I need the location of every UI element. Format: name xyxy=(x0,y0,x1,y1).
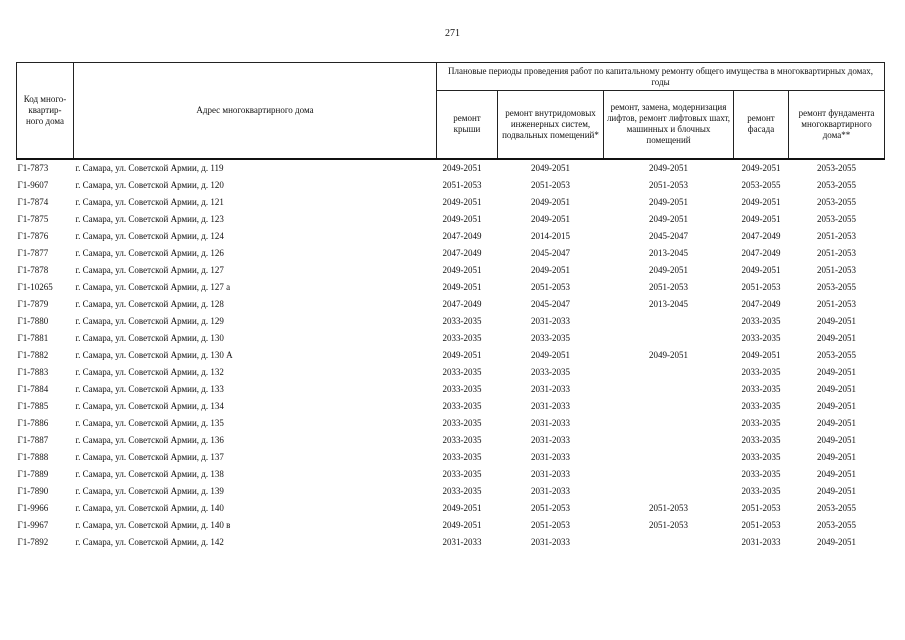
cell-facade: 2033-2035 xyxy=(741,434,781,445)
table-row xyxy=(17,262,885,279)
cell-lifts: 2049-2051 xyxy=(649,349,688,360)
table-row xyxy=(17,194,885,211)
table-body xyxy=(17,159,885,551)
cell-facade: 2051-2053 xyxy=(741,519,781,530)
table-header xyxy=(17,63,885,159)
cell-foundation: 2053-2055 xyxy=(817,519,856,530)
cell-code: Г1-9607 xyxy=(17,179,49,190)
table-row xyxy=(17,228,885,245)
table-row xyxy=(17,517,885,534)
cell-address: г. Самара, ул. Советской Армии, д. 133 xyxy=(75,383,224,394)
cell-facade: 2033-2035 xyxy=(741,417,781,428)
cell-foundation: 2049-2051 xyxy=(817,468,856,479)
cell-facade: 2033-2035 xyxy=(741,315,781,326)
cell-facade: 2033-2035 xyxy=(741,332,781,343)
cell-address: г. Самара, ул. Советской Армии, д. 137 xyxy=(75,451,224,462)
table-row xyxy=(17,500,885,517)
table-row xyxy=(17,211,885,228)
cell-utilities: 2049-2051 xyxy=(531,162,570,173)
cell-address: г. Самара, ул. Советской Армии, д. 140 xyxy=(75,502,224,513)
cell-roof: 2033-2035 xyxy=(442,417,482,428)
cell-address: г. Самара, ул. Советской Армии, д. 120 xyxy=(75,179,224,190)
cell-utilities: 2051-2053 xyxy=(531,502,570,513)
cell-code: Г1-7873 xyxy=(17,162,49,173)
cell-utilities: 2049-2051 xyxy=(531,349,570,360)
cell-foundation: 2053-2055 xyxy=(817,502,856,513)
cell-foundation: 2053-2055 xyxy=(817,213,856,224)
cell-facade: 2047-2049 xyxy=(741,230,781,241)
cell-address: г. Самара, ул. Советской Армии, д. 123 xyxy=(75,213,224,224)
cell-roof: 2033-2035 xyxy=(442,485,482,496)
cell-code: Г1-9967 xyxy=(17,519,49,530)
cell-address: г. Самара, ул. Советской Армии, д. 126 xyxy=(75,247,224,258)
cell-utilities: 2031-2033 xyxy=(531,485,570,496)
cell-code: Г1-7881 xyxy=(17,332,49,343)
table-row xyxy=(17,364,885,381)
table-row xyxy=(17,347,885,364)
cell-foundation: 2049-2051 xyxy=(817,400,856,411)
table-row xyxy=(17,432,885,449)
cell-utilities: 2014-2015 xyxy=(531,230,570,241)
header-utilities: ремонт внутридомовых инженерных систем, подвальных помещений* xyxy=(498,91,604,159)
cell-foundation: 2049-2051 xyxy=(817,383,856,394)
cell-code: Г1-7885 xyxy=(17,400,49,411)
cell-facade: 2051-2053 xyxy=(741,502,781,513)
cell-lifts: 2049-2051 xyxy=(649,196,688,207)
cell-roof: 2033-2035 xyxy=(442,366,482,377)
cell-foundation: 2053-2055 xyxy=(817,349,856,360)
table-row xyxy=(17,245,885,262)
cell-utilities: 2031-2033 xyxy=(531,400,570,411)
cell-code: Г1-7889 xyxy=(17,468,49,479)
cell-facade: 2031-2033 xyxy=(741,536,781,547)
cell-foundation: 2049-2051 xyxy=(817,332,856,343)
cell-facade: 2051-2053 xyxy=(741,281,781,292)
cell-roof: 2031-2033 xyxy=(442,536,482,547)
cell-lifts: 2051-2053 xyxy=(649,281,688,292)
capital-repair-table xyxy=(16,62,885,551)
cell-facade: 2033-2035 xyxy=(741,366,781,377)
cell-lifts xyxy=(604,432,734,449)
cell-roof: 2033-2035 xyxy=(442,383,482,394)
cell-foundation: 2049-2051 xyxy=(817,417,856,428)
cell-utilities: 2049-2051 xyxy=(531,213,570,224)
cell-roof: 2033-2035 xyxy=(442,451,482,462)
cell-foundation: 2049-2051 xyxy=(817,366,856,377)
cell-facade: 2053-2055 xyxy=(741,179,781,190)
cell-lifts xyxy=(604,483,734,500)
cell-code: Г1-7882 xyxy=(17,349,49,360)
cell-code: Г1-7890 xyxy=(17,485,49,496)
cell-utilities: 2031-2033 xyxy=(531,451,570,462)
header-facade: ремонт фасада xyxy=(734,91,789,159)
cell-address: г. Самара, ул. Советской Армии, д. 134 xyxy=(75,400,224,411)
cell-facade: 2047-2049 xyxy=(741,298,781,309)
cell-facade: 2049-2051 xyxy=(741,264,781,275)
cell-foundation: 2051-2053 xyxy=(817,298,856,309)
cell-utilities: 2051-2053 xyxy=(531,179,570,190)
cell-utilities: 2045-2047 xyxy=(531,247,570,258)
cell-address: г. Самара, ул. Советской Армии, д. 127 а xyxy=(75,281,231,292)
cell-lifts: 2049-2051 xyxy=(649,213,688,224)
cell-roof: 2047-2049 xyxy=(442,247,482,258)
cell-roof: 2051-2053 xyxy=(442,179,482,190)
table-row xyxy=(17,466,885,483)
cell-roof: 2033-2035 xyxy=(442,315,482,326)
cell-utilities: 2049-2051 xyxy=(531,264,570,275)
cell-lifts xyxy=(604,381,734,398)
cell-foundation: 2051-2053 xyxy=(817,230,856,241)
cell-lifts xyxy=(604,364,734,381)
cell-code: Г1-7878 xyxy=(17,264,49,275)
cell-utilities: 2045-2047 xyxy=(531,298,570,309)
cell-facade: 2033-2035 xyxy=(741,400,781,411)
cell-code: Г1-7879 xyxy=(17,298,49,309)
cell-utilities: 2031-2033 xyxy=(531,468,570,479)
cell-lifts: 2051-2053 xyxy=(649,502,688,513)
cell-code: Г1-7880 xyxy=(17,315,49,326)
cell-foundation: 2053-2055 xyxy=(817,196,856,207)
cell-address: г. Самара, ул. Советской Армии, д. 121 xyxy=(75,196,224,207)
cell-code: Г1-7892 xyxy=(17,536,49,547)
cell-foundation: 2051-2053 xyxy=(817,264,856,275)
table-row xyxy=(17,313,885,330)
table-row xyxy=(17,330,885,347)
table-row xyxy=(17,159,885,177)
cell-address: г. Самара, ул. Советской Армии, д. 136 xyxy=(75,434,224,445)
cell-foundation: 2051-2053 xyxy=(817,247,856,258)
cell-utilities: 2033-2035 xyxy=(531,332,570,343)
cell-lifts xyxy=(604,330,734,347)
cell-lifts: 2045-2047 xyxy=(649,230,688,241)
cell-facade: 2049-2051 xyxy=(741,196,781,207)
cell-roof: 2049-2051 xyxy=(442,519,482,530)
cell-address: г. Самара, ул. Советской Армии, д. 135 xyxy=(75,417,224,428)
cell-roof: 2049-2051 xyxy=(442,213,482,224)
table-row xyxy=(17,279,885,296)
cell-facade: 2049-2051 xyxy=(741,349,781,360)
header-foundation: ремонт фундамента многоквартирного дома** xyxy=(789,91,885,159)
cell-facade: 2033-2035 xyxy=(741,383,781,394)
cell-address: г. Самара, ул. Советской Армии, д. 142 xyxy=(75,536,224,547)
table-row xyxy=(17,415,885,432)
cell-lifts: 2051-2053 xyxy=(649,519,688,530)
cell-address: г. Самара, ул. Советской Армии, д. 124 xyxy=(75,230,224,241)
cell-address: г. Самара, ул. Советской Армии, д. 129 xyxy=(75,315,224,326)
cell-utilities: 2031-2033 xyxy=(531,417,570,428)
cell-utilities: 2051-2053 xyxy=(531,281,570,292)
cell-code: Г1-7883 xyxy=(17,366,49,377)
cell-lifts xyxy=(604,534,734,551)
cell-address: г. Самара, ул. Советской Армии, д. 127 xyxy=(75,264,224,275)
cell-address: г. Самара, ул. Советской Армии, д. 132 xyxy=(75,366,224,377)
cell-foundation: 2053-2055 xyxy=(817,179,856,190)
cell-lifts: 2013-2045 xyxy=(649,247,688,258)
cell-lifts: 2013-2045 xyxy=(649,298,688,309)
cell-address: г. Самара, ул. Советской Армии, д. 130 А xyxy=(75,349,233,360)
cell-code: Г1-7884 xyxy=(17,383,49,394)
table-row xyxy=(17,483,885,500)
cell-code: Г1-7877 xyxy=(17,247,49,258)
cell-facade: 2049-2051 xyxy=(741,213,781,224)
cell-roof: 2033-2035 xyxy=(442,468,482,479)
cell-utilities: 2049-2051 xyxy=(531,196,570,207)
table-row xyxy=(17,296,885,313)
header-roof: ремонт крыши xyxy=(437,91,498,159)
header-code: Код много- квартир- ного дома xyxy=(17,63,74,159)
header-address: Адрес многоквартирного дома xyxy=(74,63,437,159)
cell-address: г. Самара, ул. Советской Армии, д. 138 xyxy=(75,468,224,479)
cell-foundation: 2049-2051 xyxy=(817,451,856,462)
table-row xyxy=(17,381,885,398)
cell-lifts xyxy=(604,449,734,466)
cell-roof: 2049-2051 xyxy=(442,281,482,292)
cell-utilities: 2031-2033 xyxy=(531,315,570,326)
cell-roof: 2049-2051 xyxy=(442,349,482,360)
cell-foundation: 2049-2051 xyxy=(817,485,856,496)
cell-lifts xyxy=(604,415,734,432)
cell-utilities: 2031-2033 xyxy=(531,434,570,445)
cell-roof: 2033-2035 xyxy=(442,434,482,445)
cell-roof: 2047-2049 xyxy=(442,298,482,309)
cell-facade: 2033-2035 xyxy=(741,451,781,462)
cell-facade: 2047-2049 xyxy=(741,247,781,258)
cell-facade: 2049-2051 xyxy=(741,162,781,173)
cell-utilities: 2051-2053 xyxy=(531,519,570,530)
cell-foundation: 2049-2051 xyxy=(817,434,856,445)
cell-address: г. Самара, ул. Советской Армии, д. 130 xyxy=(75,332,224,343)
cell-roof: 2049-2051 xyxy=(442,264,482,275)
cell-facade: 2033-2035 xyxy=(741,485,781,496)
cell-utilities: 2031-2033 xyxy=(531,536,570,547)
cell-code: Г1-7887 xyxy=(17,434,49,445)
cell-lifts xyxy=(604,313,734,330)
cell-foundation: 2049-2051 xyxy=(817,315,856,326)
header-lifts: ремонт, замена, модернизация лифтов, ремонт лифтовых шахт, машинных и блочных помещений xyxy=(604,91,734,159)
cell-foundation: 2053-2055 xyxy=(817,162,856,173)
cell-lifts xyxy=(604,466,734,483)
table-row xyxy=(17,398,885,415)
cell-code: Г1-7888 xyxy=(17,451,49,462)
table-row xyxy=(17,449,885,466)
cell-roof: 2033-2035 xyxy=(442,400,482,411)
cell-foundation: 2053-2055 xyxy=(817,281,856,292)
table-row xyxy=(17,177,885,194)
cell-facade: 2033-2035 xyxy=(741,468,781,479)
cell-code: Г1-7886 xyxy=(17,417,49,428)
header-periods-group: Плановые периоды проведения работ по капитальному ремонту общего имущества в многоквартирных домах, годы xyxy=(437,63,885,91)
cell-address: г. Самара, ул. Советской Армии, д. 128 xyxy=(75,298,224,309)
cell-roof: 2033-2035 xyxy=(442,332,482,343)
table-row xyxy=(17,534,885,551)
cell-code: Г1-7875 xyxy=(17,213,49,224)
cell-roof: 2049-2051 xyxy=(442,162,482,173)
cell-roof: 2049-2051 xyxy=(442,502,482,513)
cell-foundation: 2049-2051 xyxy=(817,536,856,547)
cell-lifts: 2049-2051 xyxy=(649,264,688,275)
cell-utilities: 2033-2035 xyxy=(531,366,570,377)
cell-address: г. Самара, ул. Советской Армии, д. 139 xyxy=(75,485,224,496)
cell-lifts: 2049-2051 xyxy=(649,162,688,173)
cell-code: Г1-7874 xyxy=(17,196,49,207)
cell-address: г. Самара, ул. Советской Армии, д. 119 xyxy=(75,162,224,173)
cell-lifts: 2051-2053 xyxy=(649,179,688,190)
cell-roof: 2049-2051 xyxy=(442,196,482,207)
cell-code: Г1-9966 xyxy=(17,502,49,513)
cell-address: г. Самара, ул. Советской Армии, д. 140 в xyxy=(75,519,231,530)
page-number: 271 xyxy=(445,28,460,39)
cell-roof: 2047-2049 xyxy=(442,230,482,241)
cell-code: Г1-7876 xyxy=(17,230,49,241)
cell-lifts xyxy=(604,398,734,415)
cell-code: Г1-10265 xyxy=(17,281,53,292)
cell-utilities: 2031-2033 xyxy=(531,383,570,394)
